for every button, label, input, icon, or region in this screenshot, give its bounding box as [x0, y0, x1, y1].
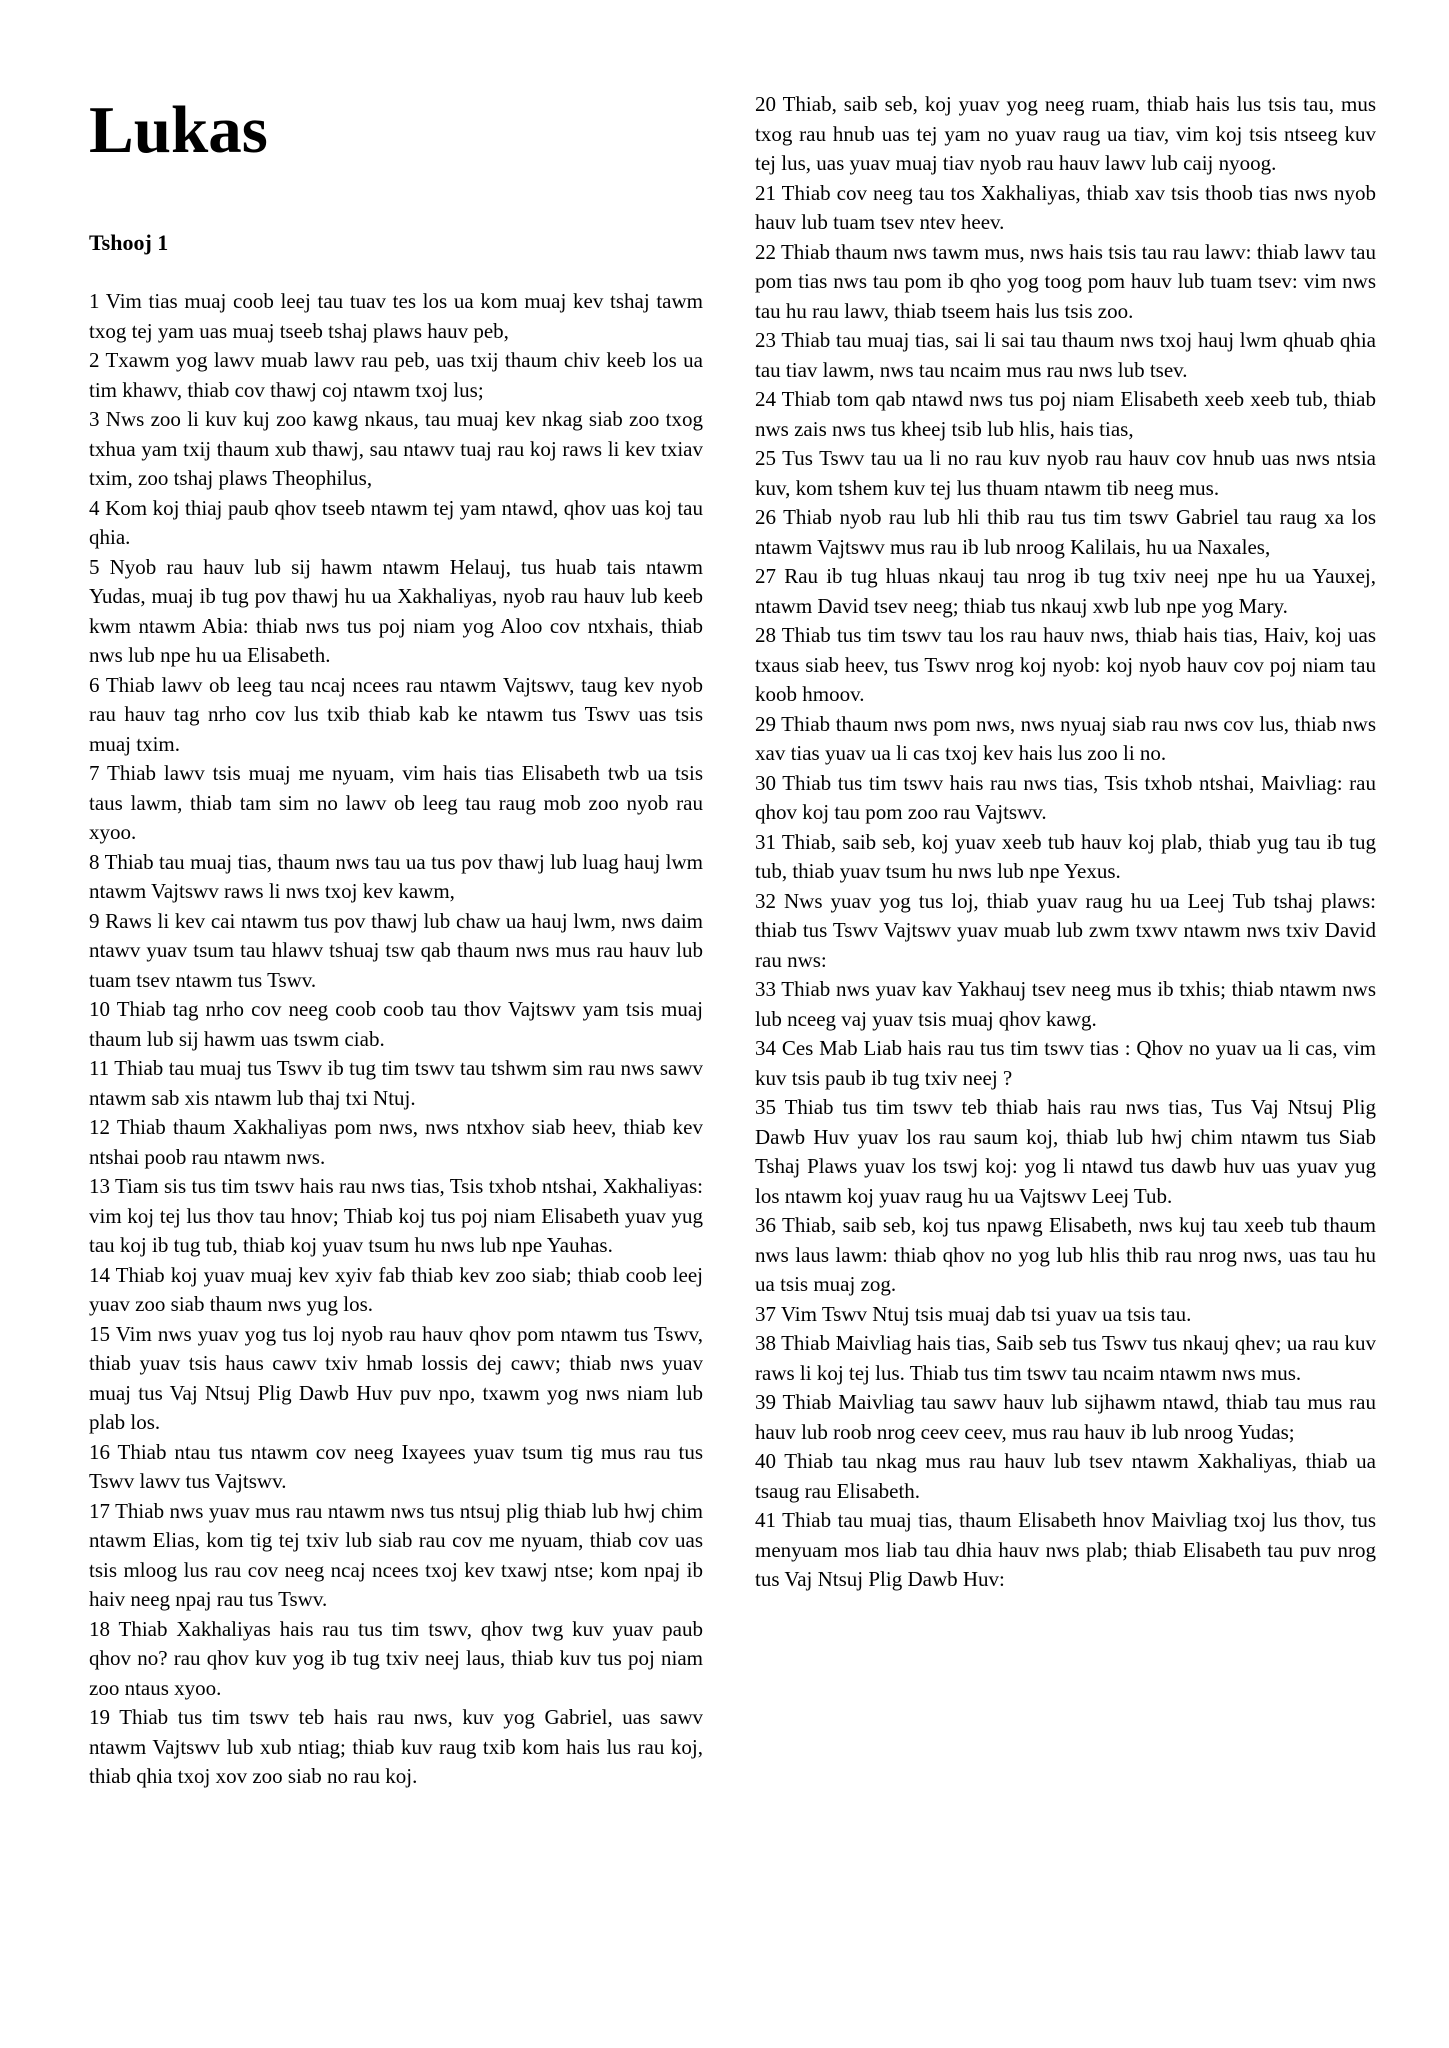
left-column: [89, 287, 703, 1792]
verse: 16 Thiab ntau tus ntawm cov neeg Ixayees yuav tsum tig mus rau tus Tswv lawv tus Vajtswv.: [89, 1439, 703, 1493]
verse: 37 Vim Tswv Ntuj tsis muaj dab tsi yuav ua tsis tau.: [755, 1301, 1192, 1326]
verse: 17 Thiab nws yuav mus rau ntawm nws tus ntsuj plig thiab lub hwj chim ntawm Elias, kom tig tej txiv lub siab rau cov me nyuam, thiab cov uas tsis mloog lus rau cov neeg ncaj ncees txoj kev txawj ntse; kom npaj ib haiv neeg npaj rau tus Tswv.: [89, 1498, 703, 1611]
verse: 5 Nyob rau hauv lub sij hawm ntawm Helauj, tus huab tais ntawm Yudas, muaj ib tug pov thawj hu ua Xakhaliyas, nyob rau hauv lub keeb kwm ntawm Abia: thiab nws tus poj niam yog Aloo cov ntxhais, thiab nws lub npe hu ua Elisabeth.: [89, 554, 703, 667]
verse: 7 Thiab lawv tsis muaj me nyuam, vim hais tias Elisabeth twb ua tsis taus lawm, thiab tam sim no lawv ob leeg tau raug mob zoo nyob rau xyoo.: [89, 761, 703, 844]
verse: 28 Thiab tus tim tswv tau los rau hauv nws, thiab hais tias, Haiv, koj uas txaus siab heev, tus Tswv nrog koj nyob: koj nyob hauv cov poj niam tau koob hmoov.: [755, 623, 1376, 706]
verse: 13 Tiam sis tus tim tswv hais rau nws tias, Tsis txhob ntshai, Xakhaliyas: vim koj tej lus thov tau hnov; Thiab koj tus poj niam Elisabeth yuav yug tau koj ib tug tub, thiab koj yuav tsum hu nws lub npe Yauhas.: [89, 1174, 703, 1257]
verse: 24 Thiab tom qab ntawd nws tus poj niam Elisabeth xeeb xeeb tub, thiab nws zais nws tus kheej tsib lub hlis, hais tias,: [755, 387, 1376, 441]
chapter-heading: Tshooj 1: [89, 230, 169, 255]
verse: 10 Thiab tag nrho cov neeg coob coob tau thov Vajtswv yam tsis muaj thaum lub sij hawm uas tswm ciab.: [89, 997, 703, 1051]
verse: 39 Thiab Maivliag tau sawv hauv lub sijhawm ntawd, thiab tau mus rau hauv lub roob nrog ceev ceev, mus rau hauv ib lub nroog Yudas;: [755, 1390, 1376, 1444]
verse: 3 Nws zoo li kuv kuj zoo kawg nkaus, tau muaj kev nkag siab zoo txog txhua yam txij thaum xub thawj, sau ntawv tuaj rau koj raws li kev txiav txim, zoo tshaj plaws Theophilus,: [89, 407, 703, 490]
verse: 1 Vim tias muaj coob leej tau tuav tes los ua kom muaj kev tshaj tawm txog tej yam uas muaj tseeb tshaj plaws hauv peb,: [89, 289, 703, 343]
verse: 26 Thiab nyob rau lub hli thib rau tus tim tswv Gabriel tau raug xa los ntawm Vajtswv mus rau ib lub nroog Kalilais, hu ua Naxales,: [755, 505, 1376, 559]
verse: 18 Thiab Xakhaliyas hais rau tus tim tswv, qhov twg kuv yuav paub qhov no? rau qhov kuv yog ib tug txiv neej laus, thiab kuv tus poj niam zoo ntaus xyoo.: [89, 1616, 703, 1700]
verse: 25 Tus Tswv tau ua li no rau kuv nyob rau hauv cov hnub uas nws ntsia kuv, kom tshem kuv tej lus thuam ntawm tib neeg mus.: [755, 446, 1376, 500]
verse: 30 Thiab tus tim tswv hais rau nws tias, Tsis txhob ntshai, Maivliag: rau qhov koj tau pom zoo rau Vajtswv.: [755, 770, 1376, 824]
verse: 9 Raws li kev cai ntawm tus pov thawj lub chaw ua hauj lwm, nws daim ntawv yuav tsum tau hlawv tshuaj tsw qab thaum nws mus rau hauv lub tuam tsev ntawm tus Tswv.: [89, 908, 703, 992]
verse: 23 Thiab tau muaj tias, sai li sai tau thaum nws txoj hauj lwm qhuab qhia tau tiav lawm, nws tau ncaim mus rau nws lub tsev.: [755, 328, 1376, 382]
verse: 2 Txawm yog lawv muab lawv rau peb, uas txij thaum chiv keeb los ua tim khawv, thiab cov thawj coj ntawm txoj lus;: [89, 348, 703, 402]
verse: 22 Thiab thaum nws tawm mus, nws hais tsis tau rau lawv: thiab lawv tau pom tias nws tau pom ib qho yog toog pom hauv lub tuam tsev: vim nws tau hu rau lawv, thiab tseem hais lus tsis zoo.: [755, 239, 1376, 323]
verse: 33 Thiab nws yuav kav Yakhauj tsev neeg mus ib txhis; thiab ntawm nws lub nceeg vaj yuav tsis muaj qhov kawg.: [755, 977, 1376, 1031]
verse: 31 Thiab, saib seb, koj yuav xeeb tub hauv koj plab, thiab yug tau ib tug tub, thiab yuav tsum hu nws lub npe Yexus.: [755, 829, 1376, 883]
book-title: Lukas: [89, 93, 268, 167]
verse: 11 Thiab tau muaj tus Tswv ib tug tim tswv tau tshwm sim rau nws sawv ntawm sab xis ntawm lub thaj txi Ntuj.: [89, 1056, 703, 1110]
verse: 20 Thiab, saib seb, koj yuav yog neeg ruam, thiab hais lus tsis tau, mus txog rau hnub uas tej yam no yuav raug ua tiav, vim koj tsis ntseeg kuv tej lus, uas yuav muaj tiav nyob rau hauv lawv lub caij nyoog.: [755, 92, 1376, 175]
verse: 35 Thiab tus tim tswv teb thiab hais rau nws tias, Tus Vaj Ntsuj Plig Dawb Huv yuav los rau saum koj, thiab lub hwj chim ntawm tus Siab Tshaj Plaws yuav los tswj koj: yog li ntawd tus dawb huv uas yuav yug los ntawm koj yuav raug hu ua Vajtswv Leej Tub.: [755, 1095, 1376, 1208]
verse: 27 Rau ib tug hluas nkauj tau nrog ib tug txiv neej npe hu ua Yauxej, ntawm David tsev neeg; thiab tus nkauj xwb lub npe yog Mary.: [755, 564, 1376, 618]
verse: 29 Thiab thaum nws pom nws, nws nyuaj siab rau nws cov lus, thiab nws xav tias yuav ua li cas txoj kev hais lus zoo li no.: [755, 711, 1376, 765]
verse: 40 Thiab tau nkag mus rau hauv lub tsev ntawm Xakhaliyas, thiab ua tsaug rau Elisabeth.: [755, 1449, 1376, 1503]
verse: 38 Thiab Maivliag hais tias, Saib seb tus Tswv tus nkauj qhev; ua rau kuv raws li koj tej lus. Thiab tus tim tswv tau ncaim ntawm nws mus.: [755, 1331, 1376, 1385]
verse: 4 Kom koj thiaj paub qhov tseeb ntawm tej yam ntawd, qhov uas koj tau qhia.: [89, 495, 703, 549]
verse: 19 Thiab tus tim tswv teb hais rau nws, kuv yog Gabriel, uas sawv ntawm Vajtswv lub xub ntiag; thiab kuv raug txib kom hais lus rau koj, thiab qhia txoj xov zoo siab no rau koj.: [89, 1705, 703, 1788]
verse: 14 Thiab koj yuav muaj kev xyiv fab thiab kev zoo siab; thiab coob leej yuav zoo siab thaum nws yug los.: [89, 1262, 703, 1316]
verse: 34 Ces Mab Liab hais rau tus tim tswv tias : Qhov no yuav ua li cas, vim kuv tsis paub ib tug txiv neej ?: [755, 1036, 1376, 1090]
verse: 32 Nws yuav yog tus loj, thiab yuav raug hu ua Leej Tub tshaj plaws: thiab tus Tswv Vajtswv yuav muab lub zwm txwv ntawm nws txiv David rau nws:: [755, 888, 1376, 972]
verse: 41 Thiab tau muaj tias, thaum Elisabeth hnov Maivliag txoj lus thov, tus menyuam mos liab tau dhia hauv nws plab; thiab Elisabeth tau puv nrog tus Vaj Ntsuj Plig Dawb Huv:: [755, 1508, 1376, 1591]
verse: 8 Thiab tau muaj tias, thaum nws tau ua tus pov thawj lub luag hauj lwm ntawm Vajtswv raws li nws txoj kev kawm,: [89, 849, 703, 903]
verse: 15 Vim nws yuav yog tus loj nyob rau hauv qhov pom ntawm tus Tswv, thiab yuav tsis haus cawv txiv hmab lossis dej cawv; thiab nws yuav muaj tus Vaj Ntsuj Plig Dawb Huv puv npo, txawm yog nws niam lub plab los.: [89, 1321, 703, 1434]
verse: 6 Thiab lawv ob leeg tau ncaj ncees rau ntawm Vajtswv, taug kev nyob rau hauv tag nrho cov lus txib thiab kab ke ntawm tus Tswv uas tsis muaj txim.: [89, 672, 703, 756]
right-column: [755, 90, 1376, 1595]
verse: 36 Thiab, saib seb, koj tus npawg Elisabeth, nws kuj tau xeeb tub thaum nws laus lawm: thiab qhov no yog lub hlis thib rau nrog nws, uas tau hu ua tsis muaj zog.: [755, 1213, 1376, 1296]
verse: 12 Thiab thaum Xakhaliyas pom nws, nws ntxhov siab heev, thiab kev ntshai poob rau ntawm nws.: [89, 1115, 703, 1169]
verse: 21 Thiab cov neeg tau tos Xakhaliyas, thiab xav tsis thoob tias nws nyob hauv lub tuam tsev ntev heev.: [755, 180, 1376, 234]
